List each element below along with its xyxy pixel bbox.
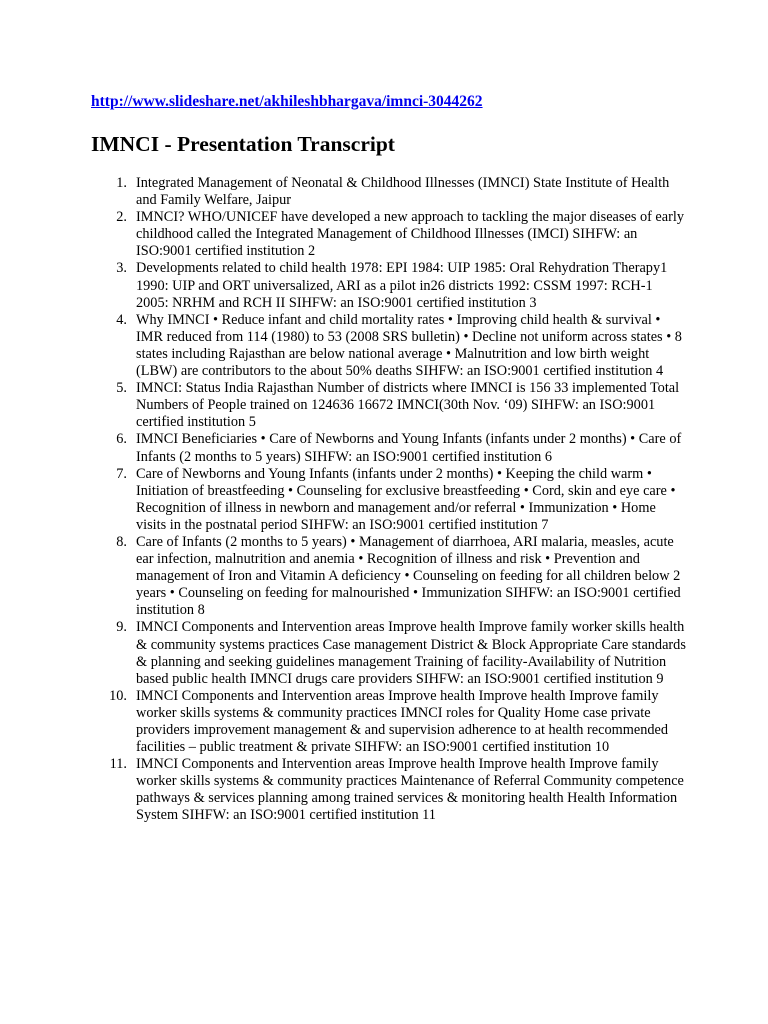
transcript-list [91,175,688,825]
list-item-number: 9. [116,619,127,636]
list-item [91,431,688,465]
list-item-text: Integrated Management of Neonatal & Childhood Illnesses (IMNCI) State Institute of Health and Family Welfare, Jaipur [136,175,670,209]
list-item-number: 4. [116,311,127,328]
list-item-number: 11. [109,756,127,773]
list-item-text: Developments related to child health 1978: EPI 1984: UIP 1985: Oral Rehydration Therapy1 1990: UIP and ORT universalized, ARI as a pilot in26 districts 1992: CSSM 1997: RCH-1 2005: NRHM and RCH II SIHFW: an ISO:9001 certified institution 3 [136,260,668,311]
list-item [91,312,688,380]
list-item-number: 6. [116,431,127,448]
list-item [91,619,688,687]
list-item-text: Care of Infants (2 months to 5 years) • Management of diarrhoea, ARI malaria, measles, acute ear infection, malnutrition and anemia • Recognition of illness and risk • Prevention and management of Iron and Vitamin A deficiency • Counseling on feeding for all children below 2 years • Counseling on feeding for malnourished • Immunization SIHFW: an ISO:9001 certified institution 8 [136,533,681,619]
list-item [91,688,688,756]
list-item-number: 3. [116,260,127,277]
list-item [91,534,688,619]
list-item-text: IMNCI Components and Intervention areas Improve health Improve health Improve family worker skills systems & community practices IMNCI roles for Quality Home case private providers improvement management & and supervision adherence to at health recommended facilities – public treatment & private SIHFW: an ISO:9001 certified institution 10 [136,687,668,756]
list-item-number: 8. [116,533,127,550]
list-item-number: 7. [116,465,127,482]
list-item [91,756,688,824]
list-item-text: Why IMNCI • Reduce infant and child mortality rates • Improving child health & survival • IMR reduced from 114 (1980) to 53 (2008 SRS bulletin) • Decline not uniform across states • 8 states including Rajasthan are below national average • Malnutrition and low birth weight (LBW) are contributors to the about 50% deaths SIHFW: an ISO:9001 certified institution 4 [136,311,682,380]
list-item-number: 10. [109,687,127,704]
list-item [91,209,688,260]
list-item-number: 2. [116,209,127,226]
list-item-number: 1. [116,175,127,191]
list-item [91,380,688,431]
list-item-text: IMNCI Beneficiaries • Care of Newborns and Young Infants (infants under 2 months) • Care of Infants (2 months to 5 years) SIHFW: an ISO:9001 certified institution 6 [136,431,682,465]
list-item-number: 5. [116,380,127,397]
list-item [91,466,688,534]
list-item-text: IMNCI: Status India Rajasthan Number of districts where IMNCI is 156 33 implemented Total Numbers of People trained on 124636 16672 IMNCI(30th Nov. ‘09) SIHFW: an ISO:9001 certified institution 5 [136,380,680,431]
list-item-text: Care of Newborns and Young Infants (infants under 2 months) • Keeping the child warm • Initiation of breastfeeding • Counseling for exclusive breastfeeding • Cord, skin and eye care • Recognition of illness in newborn and management and/or referral • Immunization • Home visits in the postnatal period SIHFW: an ISO:9001 certified institution 7 [136,465,676,533]
source-url-link[interactable]: http://www.slideshare.net/akhileshbhargava/imnci-3044262 [91,93,483,110]
document-title: IMNCI - Presentation Transcript [91,132,395,156]
list-item-text: IMNCI Components and Intervention areas Improve health Improve health Improve family worker skills systems & community practices Maintenance of Referral Community competence pathways & services planning among trained services & monitoring health Health Information System SIHFW: an ISO:9001 certified institution 11 [136,756,684,824]
list-item [91,260,688,311]
list-item-text: IMNCI? WHO/UNICEF have developed a new approach to tackling the major diseases of early childhood called the Integrated Management of Childhood Illnesses (IMCI) SIHFW: an ISO:9001 certified institution 2 [136,209,685,260]
list-item [91,175,688,209]
list-item-text: IMNCI Components and Intervention areas Improve health Improve family worker skills health & community systems practices Case management District & Block Appropriate Care standards & planning and seeking guidelines management Training of facility-Availability of Nutrition based public health IMNCI drugs care providers SIHFW: an ISO:9001 certified institution 9 [136,619,686,687]
